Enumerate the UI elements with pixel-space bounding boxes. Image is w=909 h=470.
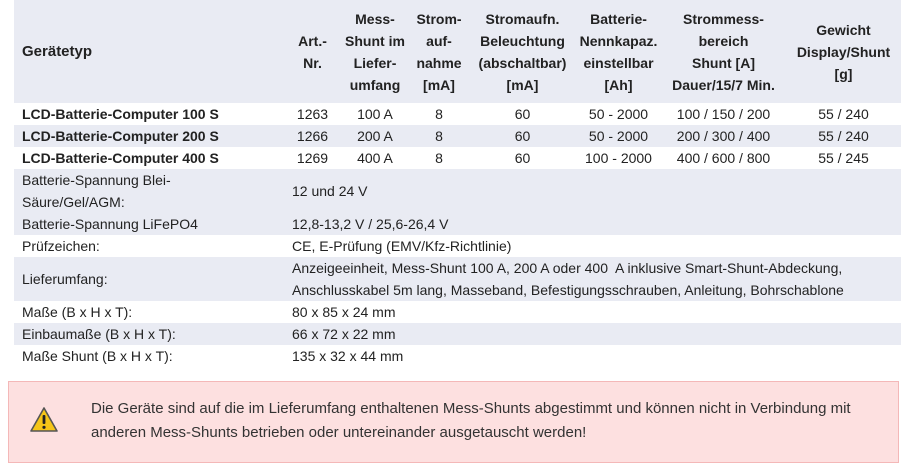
measuring-range: 100 / 150 / 200 — [676, 106, 771, 122]
header-current-draw: Strom- auf- nahme [mA] — [416, 10, 462, 93]
measuring-range: 200 / 300 / 400 — [676, 128, 771, 144]
weight: 55 / 240 — [818, 106, 869, 122]
shunt-value: 200 A — [357, 128, 393, 144]
current-draw: 8 — [435, 150, 443, 166]
table-header — [14, 0, 901, 103]
table-row — [14, 103, 901, 125]
spec-value: 66 x 72 x 22 mm — [292, 326, 396, 342]
spec-value: 12,8-13,2 V / 25,6-26,4 V — [292, 216, 449, 232]
current-draw: 8 — [435, 128, 443, 144]
header-article-number: Art.- Nr. — [298, 32, 327, 71]
header-weight: Gewicht Display/Shunt [g] — [796, 21, 891, 82]
spec-label: Batterie-Spannung LiFePO4 — [22, 216, 198, 232]
model-name: LCD-Batterie-Computer 400 S — [22, 150, 219, 166]
spec-value: Anzeigeeinheit, Mess-Shunt 100 A, 200 A oder 400 A inklusive Smart-Shunt-Abdeckung, Anschlusskabel 5m lang, Masseband, Befestigungsschrauben, Anleitung, Bohrschablone — [292, 260, 844, 298]
spec-label: Maße Shunt (B x H x T): — [22, 348, 173, 364]
spec-value: 135 x 32 x 44 mm — [292, 348, 404, 364]
spec-row-mounting — [14, 323, 901, 345]
warning-icon — [29, 405, 59, 435]
header-lighting-draw: Stromaufn. Beleuchtung (abschaltbar) [mA] — [478, 10, 567, 93]
weight: 55 / 245 — [818, 150, 869, 166]
model-name: LCD-Batterie-Computer 200 S — [22, 128, 219, 144]
capacity: 50 - 2000 — [588, 128, 649, 144]
spec-label: Maße (B x H x T): — [22, 304, 133, 320]
lighting-draw: 60 — [514, 128, 531, 144]
header-shunt: Mess- Shunt im Liefer- umfang — [345, 10, 405, 93]
weight: 55 / 240 — [818, 128, 869, 144]
spec-label: Lieferumfang: — [22, 271, 108, 287]
capacity: 100 - 2000 — [585, 150, 652, 166]
measuring-range: 400 / 600 / 800 — [676, 150, 771, 166]
model-name: LCD-Batterie-Computer 100 S — [22, 106, 219, 122]
spec-row-shunt-dimensions — [14, 345, 901, 367]
spec-value: 12 und 24 V — [292, 183, 368, 199]
current-draw: 8 — [435, 106, 443, 122]
article-number: 1263 — [296, 106, 329, 122]
spec-value: CE, E-Prüfung (EMV/Kfz-Richtlinie) — [292, 238, 512, 254]
article-number: 1269 — [296, 150, 329, 166]
spec-row-voltage-lifepo — [14, 213, 901, 235]
spec-row-scope — [14, 257, 901, 301]
lighting-draw: 60 — [514, 150, 531, 166]
spec-label: Einbaumaße (B x H x T): — [22, 326, 176, 342]
article-number: 1266 — [296, 128, 329, 144]
spec-row-dimensions — [14, 301, 901, 323]
spec-row-certification — [14, 235, 901, 257]
header-device-type: Gerätetyp — [22, 42, 93, 60]
lighting-draw: 60 — [514, 106, 531, 122]
header-capacity: Batterie- Nennkapaz. einstellbar [Ah] — [579, 10, 658, 93]
spec-row-voltage-lead — [14, 169, 901, 213]
spec-label: Batterie-Spannung Blei- Säure/Gel/AGM: — [22, 172, 171, 210]
spec-table — [14, 0, 901, 367]
shunt-value: 100 A — [357, 106, 393, 122]
warning-notice — [8, 381, 899, 463]
shunt-value: 400 A — [357, 150, 393, 166]
spec-label: Prüfzeichen: — [22, 238, 100, 254]
warning-text: Die Geräte sind auf die im Lieferumfang enthaltenen Mess-Shunts abgestimmt und können nicht in Verbindung mit anderen Mess-Shunts betrieben oder untereinander ausgetauscht werden! — [91, 400, 851, 441]
capacity: 50 - 2000 — [588, 106, 649, 122]
header-measuring-range: Strommess- bereich Shunt [A] Dauer/15/7 Min. — [672, 10, 775, 93]
table-row — [14, 147, 901, 169]
table-row — [14, 125, 901, 147]
spec-value: 80 x 85 x 24 mm — [292, 304, 396, 320]
